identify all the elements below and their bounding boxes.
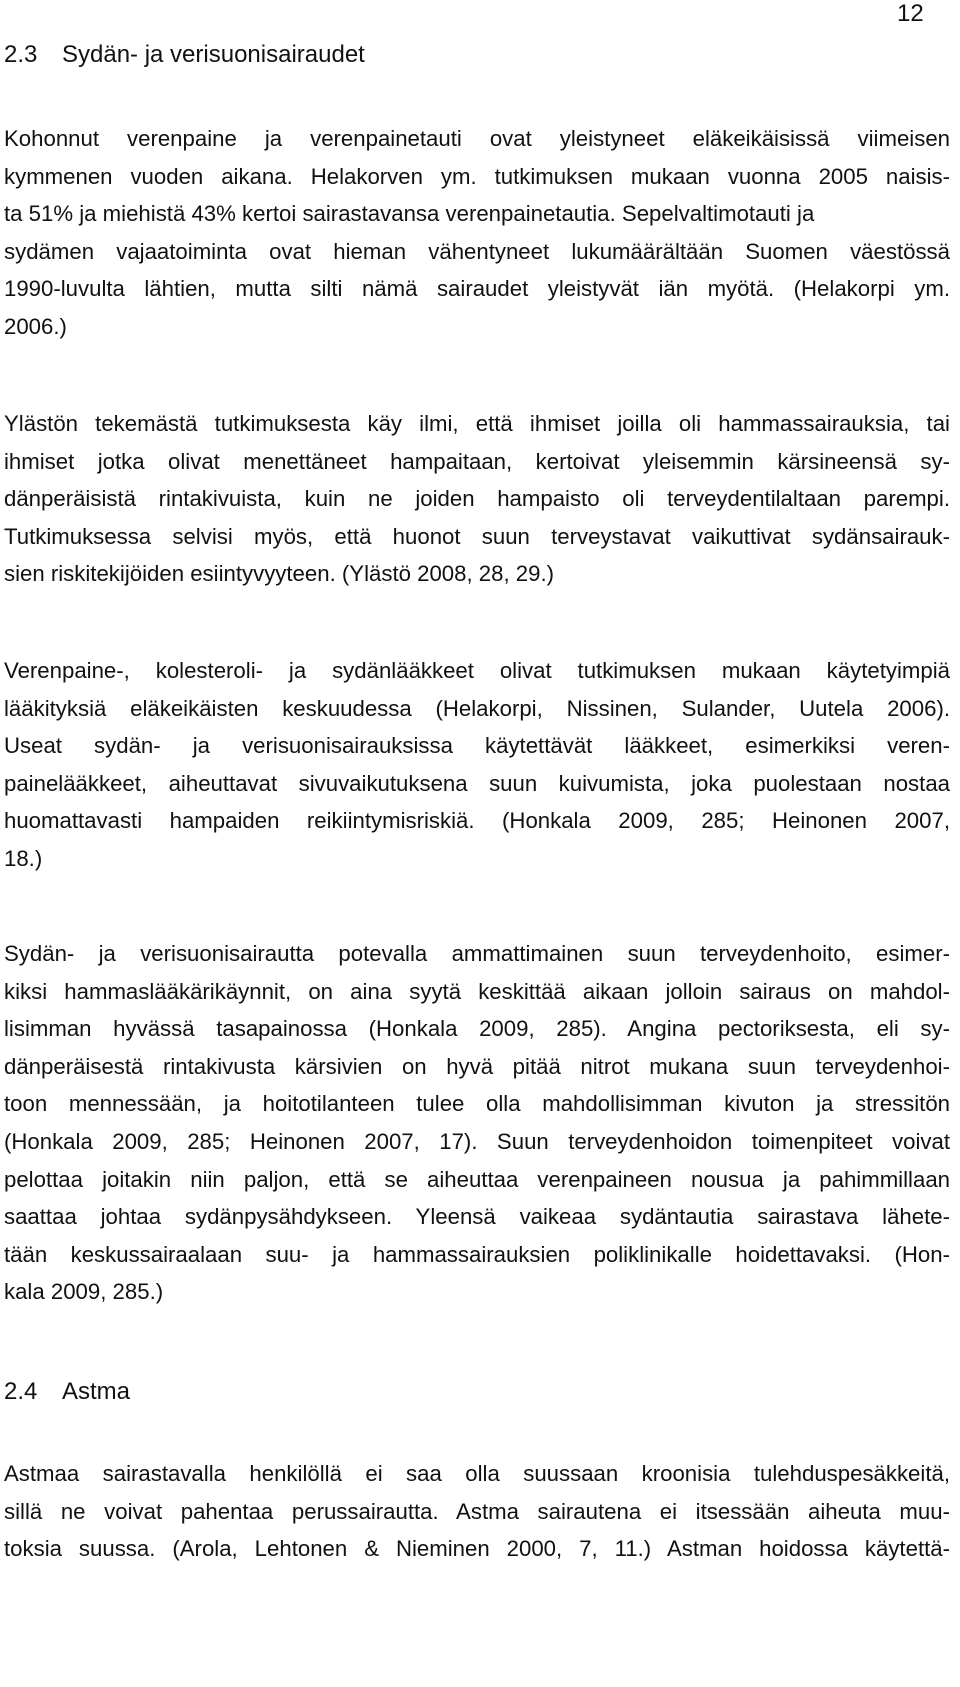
paragraph-dental-care — [4, 935, 950, 1311]
text-line: tään keskussairaalaan suu- ja hammassairauksien poliklinikalle hoidettavaksi. (Hon- — [4, 1241, 950, 1267]
paragraph-hypertension — [4, 120, 950, 346]
text-line: ta 51% ja miehistä 43% kertoi sairastavansa verenpainetautia. Sepelvaltimotauti ja — [4, 201, 815, 227]
text-line: dänperäisistä rintakivuista, kuin ne joiden hampaisto oli terveydentilaltaan parempi. — [4, 486, 950, 512]
text-line: pelottaa joitakin niin paljon, että se aiheuttaa verenpaineen nousua ja pahimmillaan — [4, 1166, 950, 1192]
text-line: Kohonnut verenpaine ja verenpainetauti ovat yleistyneet eläkeikäisissä viimeisen — [4, 126, 950, 151]
text-line: sillä ne voivat pahentaa perussairautta. Astma sairautena ei itsessään aiheuta muu- — [4, 1498, 950, 1524]
text-line: kiksi hammaslääkärikäynnit, on aina syytä keskittää aikaan jolloin sairaus on mahdol- — [4, 978, 950, 1004]
text-line: toon mennessään, ja hoitotilanteen tulee olla mahdollisimman kivuton ja stressitön — [4, 1091, 950, 1117]
text-line: lisimman hyvässä tasapainossa (Honkala 2009, 285). Angina pectoriksesta, eli sy- — [4, 1016, 950, 1042]
section-title: Astma — [62, 1378, 131, 1405]
text-line: (Honkala 2009, 285; Heinonen 2007, 17). Suun terveydenhoidon toimenpiteet voivat — [4, 1128, 950, 1154]
text-line: toksia suussa. (Arola, Lehtonen & Nieminen 2000, 7, 11.) Astman hoidossa käytettä- — [4, 1536, 950, 1562]
section-heading-2-3 — [4, 40, 365, 70]
section-heading-2-4 — [4, 1377, 130, 1407]
text-line: Useat sydän- ja verisuonisairauksissa käytettävät lääkkeet, esimerkiksi veren- — [4, 733, 950, 759]
section-number: 2.3 — [4, 41, 38, 68]
text-line: saattaa johtaa sydänpysähdykseen. Yleensä vaikeaa sydäntautia sairastava lähete- — [4, 1204, 950, 1230]
text-line: Tutkimuksessa selvisi myös, että huonot suun terveystavat vaikuttivat sydänsairauk- — [4, 523, 950, 549]
text-line: 18.) — [4, 845, 43, 871]
section-title: Sydän- ja verisuonisairaudet — [62, 41, 365, 68]
paragraph-ylasto-study — [4, 405, 950, 593]
section-number: 2.4 — [4, 1378, 38, 1405]
text-line: sydämen vajaatoiminta ovat hieman vähentyneet lukumäärältään Suomen väestössä — [4, 238, 950, 264]
paragraph-asthma — [4, 1455, 950, 1568]
page-number: 12 — [897, 0, 924, 27]
text-line: 2006.) — [4, 313, 67, 339]
text-line: dänperäisestä rintakivusta kärsivien on hyvä pitää nitrot mukana suun terveydenhoi- — [4, 1053, 950, 1079]
text-line: huomattavasti hampaiden reikiintymisriskiä. (Honkala 2009, 285; Heinonen 2007, — [4, 808, 950, 834]
text-line: kymmenen vuoden aikana. Helakorven ym. tutkimuksen mukaan vuonna 2005 naisis- — [4, 163, 950, 189]
paragraph-medications — [4, 652, 950, 878]
text-line: ihmiset jotka olivat menettäneet hampaitaan, kertoivat yleisemmin kärsineensä sy- — [4, 448, 950, 474]
text-line: 1990-luvulta lähtien, mutta silti nämä sairaudet yleistyvät iän myötä. (Helakorpi ym. — [4, 276, 950, 302]
text-line: Astmaa sairastavalla henkilöllä ei saa olla suussaan kroonisia tulehduspesäkkeitä, — [4, 1461, 950, 1486]
text-line: kala 2009, 285.) — [4, 1279, 164, 1305]
text-line: lääkityksiä eläkeikäisten keskuudessa (Helakorpi, Nissinen, Sulander, Uutela 2006). — [4, 695, 950, 721]
text-line: painelääkkeet, aiheuttavat sivuvaikutuksena suun kuivumista, joka puolestaan nostaa — [4, 770, 950, 796]
text-line: sien riskitekijöiden esiintyvyyteen. (Ylästö 2008, 28, 29.) — [4, 561, 555, 587]
text-line: Sydän- ja verisuonisairautta potevalla ammattimainen suun terveydenhoito, esimer- — [4, 941, 950, 966]
text-line: Ylästön tekemästä tutkimuksesta käy ilmi, että ihmiset joilla oli hammassairauksia, tai — [4, 411, 950, 436]
text-line: Verenpaine-, kolesteroli- ja sydänlääkkeet olivat tutkimuksen mukaan käytetyimpiä — [4, 658, 950, 683]
